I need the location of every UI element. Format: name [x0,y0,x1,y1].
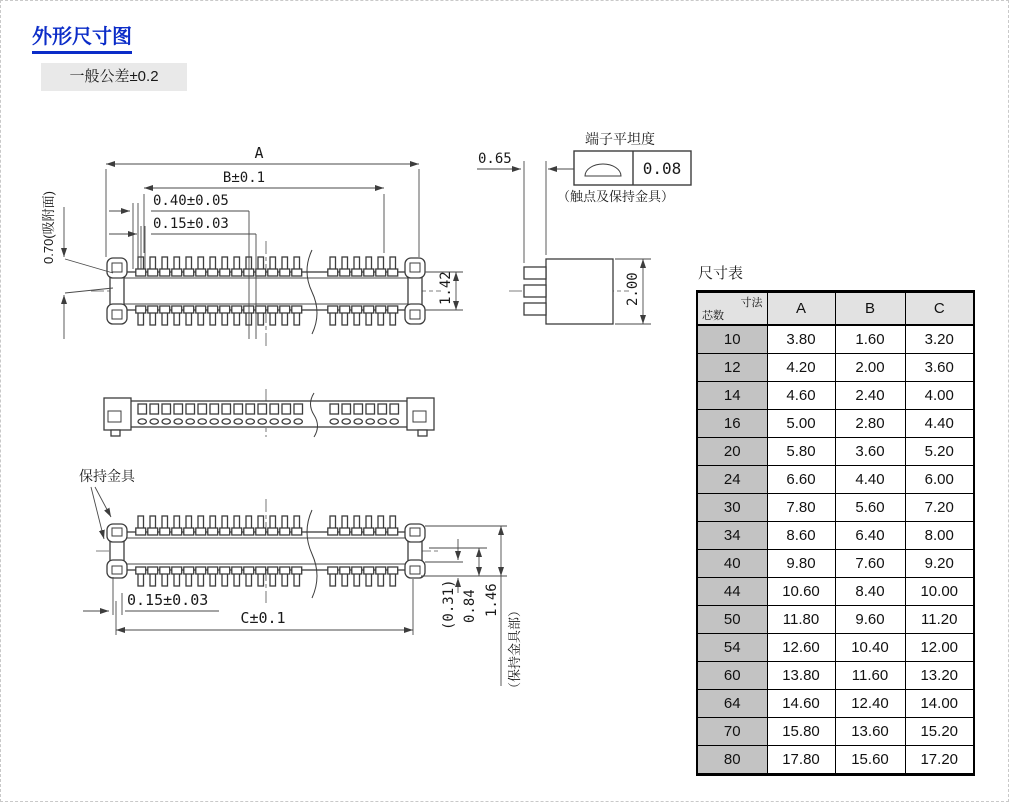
contact-pin [148,306,158,313]
contact-pin [388,306,398,313]
table-row [697,522,974,550]
dimension-value-cell: 6.40 [835,522,905,550]
contact-pin [148,567,158,574]
contact-pin [340,269,350,276]
dimension-value-cell: 13.20 [905,662,974,690]
dimension-value-cell: 7.80 [767,494,835,522]
contact-pin [232,306,242,313]
contact-pin [340,306,350,313]
dim-065-label: 0.65 [478,151,512,167]
flatness-value: 0.08 [642,159,682,178]
dimension-value-cell: 8.60 [767,522,835,550]
pin-count-cell: 40 [697,550,767,578]
pin-count-cell: 50 [697,606,767,634]
contact-pin [268,269,278,276]
contact-pin [136,269,146,276]
table-row [697,382,974,410]
dimension-value-cell: 3.60 [905,354,974,382]
contact-pin [256,306,266,313]
contact-pin [172,567,182,574]
contact-pin [172,528,182,535]
dimension-value-cell: 2.00 [835,354,905,382]
contact-pin [148,269,158,276]
table-row [697,438,974,466]
dimension-value-cell: 5.80 [767,438,835,466]
contact-pin [366,419,374,424]
contact-pin [138,404,147,414]
contact-pin [354,419,362,424]
table-row [697,718,974,746]
contact-pin [268,306,278,313]
dimension-value-cell: 17.80 [767,746,835,775]
dimension-value-cell: 5.00 [767,410,835,438]
fitting-label: 保持金具 [79,468,135,484]
contact-pin [208,306,218,313]
corner-label-dimension: 寸法 [740,297,763,309]
dimension-value-cell: 15.20 [905,718,974,746]
pin-count-cell: 16 [697,410,767,438]
dimension-value-cell: 7.20 [905,494,974,522]
table-row [697,325,974,354]
contact-pin [198,404,207,414]
dimension-value-cell: 9.20 [905,550,974,578]
dimension-value-cell: 1.60 [835,325,905,354]
pin-count-cell: 80 [697,746,767,775]
contact-pin [280,567,290,574]
contact-pin [388,528,398,535]
contact-pin [196,306,206,313]
contact-pin [256,269,266,276]
contact-pin [294,419,302,424]
page-title: 外形尺寸图 [32,26,132,54]
contact-pin [186,419,194,424]
table-row [697,690,974,718]
contact-pin [282,404,291,414]
contact-pin [364,306,374,313]
contact-pin [148,528,158,535]
contact-pin [244,528,254,535]
dim-031-label: (0.31) [441,579,457,630]
contact-pin [220,306,230,313]
table-header-row [697,292,974,326]
contact-pin [162,404,171,414]
contact-pin [258,404,267,414]
contact-pin [220,528,230,535]
dimension-value-cell: 10.00 [905,578,974,606]
dimension-value-cell: 11.80 [767,606,835,634]
contact-pin [186,404,195,414]
contact-pin [364,269,374,276]
contact-pin [342,404,351,414]
contact-pin [232,567,242,574]
dimension-value-cell: 12.00 [905,634,974,662]
dim-146-label: 1.46 [484,583,500,617]
contact-pin [388,567,398,574]
contact-pin [196,567,206,574]
table-row [697,494,974,522]
contact-pin [366,404,375,414]
contact-pin [330,419,338,424]
contact-pin [376,567,386,574]
contact-pin [378,404,387,414]
pin-count-cell: 54 [697,634,767,662]
dimension-value-cell: 3.80 [767,325,835,354]
dimension-value-cell: 4.20 [767,354,835,382]
pin-count-cell: 24 [697,466,767,494]
contact-pin [292,528,302,535]
contact-pin [292,567,302,574]
contact-pin [352,269,362,276]
contact-pin [174,404,183,414]
contact-pin [136,528,146,535]
contact-pin [150,404,159,414]
dimension-value-cell: 5.60 [835,494,905,522]
contact-pin [234,404,243,414]
dim-070-label: 0.70(吸附面) [41,191,56,264]
dimension-table-section [696,262,975,776]
contact-pin [328,269,338,276]
contact-pin [258,419,266,424]
contact-pin [376,269,386,276]
flatness-note: （触点及保持金具） [557,189,675,204]
contact-pin [342,419,350,424]
dimension-value-cell: 3.60 [835,438,905,466]
dimension-value-cell: 5.20 [905,438,974,466]
column-header-c: C [905,292,974,326]
pin-count-cell: 30 [697,494,767,522]
dimension-value-cell: 8.40 [835,578,905,606]
dim-200-label: 2.00 [625,272,641,306]
dimension-value-cell: 17.20 [905,746,974,775]
contact-pin [352,567,362,574]
table-corner-cell [697,292,767,326]
contact-pin [184,306,194,313]
pin-count-cell: 60 [697,662,767,690]
contact-pin [268,528,278,535]
dimension-value-cell: 11.60 [835,662,905,690]
contact-pin [196,269,206,276]
contact-pin [184,567,194,574]
table-row [697,578,974,606]
column-header-a: A [767,292,835,326]
contact-pin [160,269,170,276]
table-row [697,410,974,438]
dimension-value-cell: 11.20 [905,606,974,634]
contact-pin [294,404,303,414]
contact-pin [280,306,290,313]
table-row [697,466,974,494]
table-row [697,550,974,578]
contact-pin [174,419,182,424]
contact-pin [354,404,363,414]
contact-pin [162,419,170,424]
contact-pin [256,567,266,574]
contact-pin [364,567,374,574]
contact-pin [222,404,231,414]
contact-pin [292,306,302,313]
dimension-value-cell: 12.40 [835,690,905,718]
table-title: 尺寸表 [698,265,744,282]
contact-pin [196,528,206,535]
dimension-value-cell: 15.80 [767,718,835,746]
column-header-b: B [835,292,905,326]
pin-count-cell: 20 [697,438,767,466]
dimension-value-cell: 10.60 [767,578,835,606]
pin-count-cell: 64 [697,690,767,718]
dim-b-label: B±0.1 [222,170,266,186]
dimension-value-cell: 3.20 [905,325,974,354]
contact-pin [208,528,218,535]
contact-pin [244,567,254,574]
contact-pin [160,567,170,574]
table-body [697,325,974,775]
dimension-value-cell: 13.60 [835,718,905,746]
table-row [697,662,974,690]
pin-count-cell: 10 [697,325,767,354]
dimension-value-cell: 4.40 [835,466,905,494]
front-view [41,144,463,347]
contact-pin [246,419,254,424]
dimension-value-cell: 9.80 [767,550,835,578]
dimension-value-cell: 4.60 [767,382,835,410]
dimension-table [696,290,975,776]
dimension-value-cell: 15.60 [835,746,905,775]
contact-pin [388,269,398,276]
dimension-value-cell: 14.60 [767,690,835,718]
dim-040-label: 0.40±0.05 [153,193,229,209]
pin-count-cell: 70 [697,718,767,746]
flatness-callout [557,131,691,204]
contact-pin [208,269,218,276]
table-row [697,634,974,662]
contact-pin [222,419,230,424]
contact-pin [292,269,302,276]
contact-pin [256,528,266,535]
side-view [477,151,651,324]
contact-pin [160,306,170,313]
dimension-value-cell: 12.60 [767,634,835,662]
contact-pin [150,419,158,424]
pin-count-cell: 12 [697,354,767,382]
dimension-value-cell: 10.40 [835,634,905,662]
contact-pin [270,419,278,424]
dimension-value-cell: 9.60 [835,606,905,634]
contact-pin [282,419,290,424]
contact-pin [172,306,182,313]
contact-pin [328,528,338,535]
dimension-value-cell: 4.40 [905,410,974,438]
contact-pin [352,306,362,313]
pin-count-cell: 14 [697,382,767,410]
contact-pin [220,567,230,574]
contact-pin [268,567,278,574]
contact-pin [172,269,182,276]
dimension-value-cell: 7.60 [835,550,905,578]
dimension-value-cell: 8.00 [905,522,974,550]
contact-pin [364,528,374,535]
dimension-value-cell: 2.80 [835,410,905,438]
dim-142-label: 1.42 [438,271,454,305]
contact-pin [198,419,206,424]
flatness-title: 端子平坦度 [585,131,655,147]
flatness-symbol-icon [585,164,621,176]
table-row [697,354,974,382]
dim-015-label: 0.15±0.03 [153,216,229,232]
pin-count-cell: 34 [697,522,767,550]
contact-pin [376,306,386,313]
table-row [697,746,974,775]
contact-pin [280,528,290,535]
dim-084-label: 0.84 [462,589,478,623]
contact-pin [328,306,338,313]
contact-pin [378,419,386,424]
contact-pin [328,567,338,574]
dimension-value-cell: 13.80 [767,662,835,690]
contact-pin [136,567,146,574]
contact-pin [210,419,218,424]
contact-pin [184,269,194,276]
tolerance-note: 一般公差±0.2 [41,63,187,91]
contact-pin [232,269,242,276]
contact-pin [210,404,219,414]
fitting-part-label: （保持金具部） [507,603,522,695]
dimension-value-cell: 6.60 [767,466,835,494]
corner-label-pin-count: 芯数 [702,310,724,322]
dim-015-bottom-label: 0.15±0.03 [127,591,209,609]
contact-pin [232,528,242,535]
contact-pin [280,269,290,276]
contact-pin [340,567,350,574]
bottom-view [79,468,522,695]
contact-pin [270,404,279,414]
dimension-value-cell: 4.00 [905,382,974,410]
contact-pin [390,404,399,414]
contact-pin [208,567,218,574]
dim-a-label: A [254,144,264,162]
dimension-value-cell: 2.40 [835,382,905,410]
dimension-value-cell: 14.00 [905,690,974,718]
contact-pin [340,528,350,535]
contact-pin [136,306,146,313]
contact-pin [220,269,230,276]
contact-pin [184,528,194,535]
dimension-value-cell: 6.00 [905,466,974,494]
dim-c-label: C±0.1 [240,609,286,627]
pin-count-cell: 44 [697,578,767,606]
outline-dimension-drawing [1,1,701,802]
strip-view [104,389,434,437]
contact-pin [246,404,255,414]
contact-pin [352,528,362,535]
contact-pin [234,419,242,424]
table-row [697,606,974,634]
contact-pin [390,419,398,424]
contact-pin [376,528,386,535]
contact-pin [330,404,339,414]
contact-pin [138,419,146,424]
contact-pin [160,528,170,535]
